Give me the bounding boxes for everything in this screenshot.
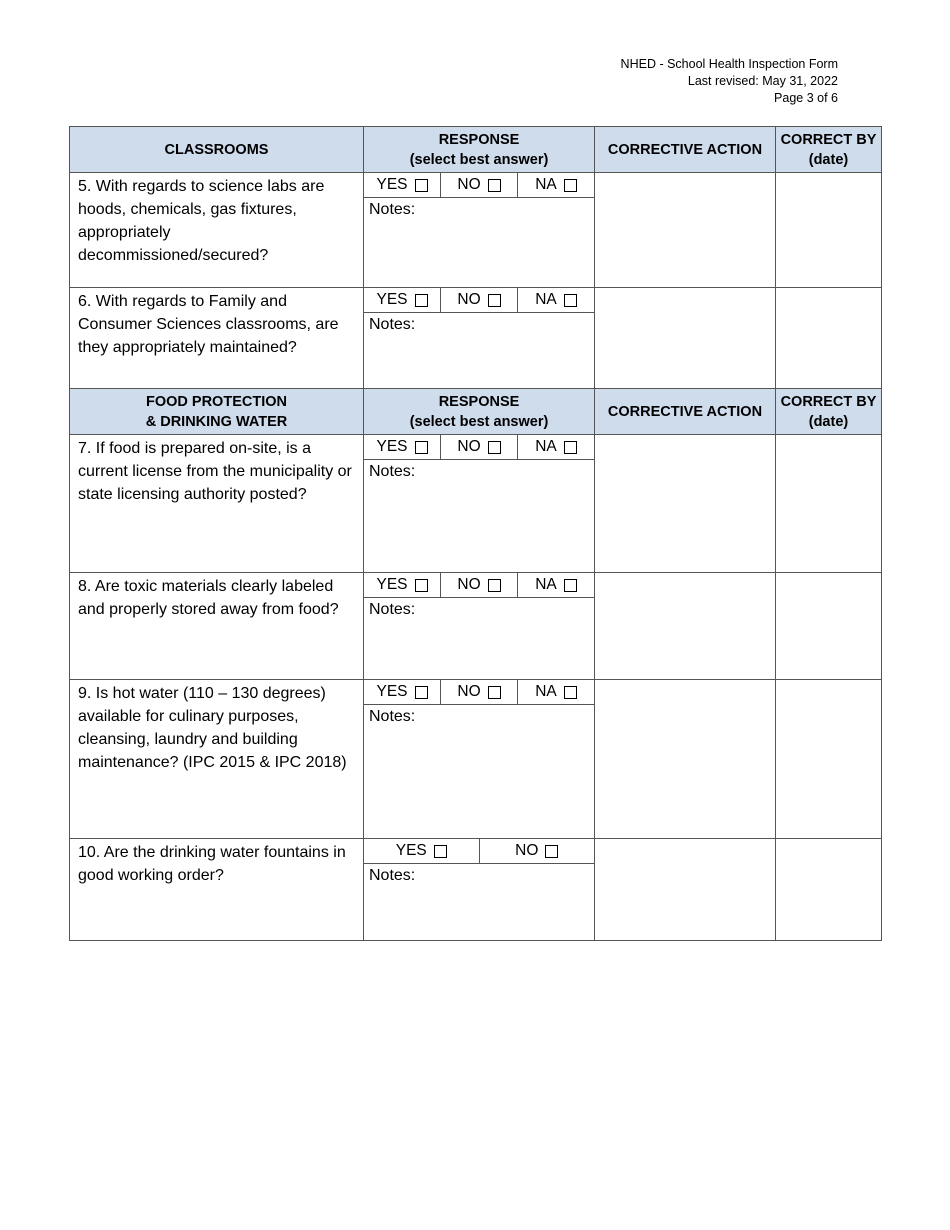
checkbox-icon [488,441,501,454]
response-cell [364,839,595,941]
correct-by-header: CORRECT BY (date) [776,127,882,173]
checkbox-icon [564,179,577,192]
form-header [621,56,838,107]
form-title: NHED - School Health Inspection Form [620,57,838,71]
checkbox-icon [488,686,501,699]
section-header-food-protection [70,389,882,435]
section-title: FOOD PROTECTION & DRINKING WATER [70,389,364,435]
no-option[interactable]: NO [480,839,595,863]
yes-option[interactable]: YES [364,288,441,312]
corrective-action-header: CORRECTIVE ACTION [595,389,776,435]
notes-field[interactable]: Notes: [369,463,416,480]
na-option[interactable]: NA [518,680,594,704]
checkbox-icon [415,686,428,699]
question-row [70,573,882,680]
yes-option[interactable]: YES [364,173,441,197]
notes-field[interactable]: Notes: [369,601,416,618]
na-option[interactable]: NA [518,435,594,459]
corrective-action-field[interactable] [595,288,776,389]
checkbox-icon [415,179,428,192]
checkbox-icon [564,294,577,307]
yes-option[interactable]: YES [364,680,441,704]
correct-by-field[interactable] [776,173,882,288]
checkbox-icon [415,579,428,592]
question-row [70,435,882,573]
corrective-action-field[interactable] [595,173,776,288]
response-cell [364,680,595,839]
checkbox-icon [564,441,577,454]
question-row [70,288,882,389]
question-text: 8. Are toxic materials clearly labeled and properly stored away from food? [70,573,364,680]
correct-by-field[interactable] [776,680,882,839]
checkbox-icon [415,441,428,454]
no-option[interactable]: NO [441,173,518,197]
page-number: Page 3 of 6 [774,91,838,105]
checkbox-icon [564,686,577,699]
question-row [70,173,882,288]
na-option[interactable]: NA [518,573,594,597]
question-row [70,839,882,941]
checkbox-icon [488,179,501,192]
correct-by-header: CORRECT BY (date) [776,389,882,435]
response-cell [364,435,595,573]
correct-by-field[interactable] [776,573,882,680]
notes-field[interactable]: Notes: [369,316,416,333]
notes-field[interactable]: Notes: [369,201,416,218]
revision-date: Last revised: May 31, 2022 [687,74,838,88]
corrective-action-field[interactable] [595,573,776,680]
no-option[interactable]: NO [441,680,518,704]
question-text: 5. With regards to science labs are hoods, chemicals, gas fixtures, appropriately decommissioned/secured? [70,173,364,288]
no-option[interactable]: NO [441,435,518,459]
checkbox-icon [564,579,577,592]
section-header-classrooms [70,127,882,173]
corrective-action-header: CORRECTIVE ACTION [595,127,776,173]
question-text: 6. With regards to Family and Consumer Sciences classrooms, are they appropriately maintained? [70,288,364,389]
correct-by-field[interactable] [776,288,882,389]
notes-field[interactable]: Notes: [369,867,416,884]
checkbox-icon [488,579,501,592]
corrective-action-field[interactable] [595,839,776,941]
response-cell [364,173,595,288]
checkbox-icon [545,845,558,858]
response-header: RESPONSE (select best answer) [364,389,595,435]
response-cell [364,288,595,389]
notes-field[interactable]: Notes: [369,708,416,725]
na-option[interactable]: NA [518,173,594,197]
checkbox-icon [434,845,447,858]
no-option[interactable]: NO [441,573,518,597]
response-cell [364,573,595,680]
yes-option[interactable]: YES [364,435,441,459]
question-text: 10. Are the drinking water fountains in good working order? [70,839,364,941]
response-header: RESPONSE (select best answer) [364,127,595,173]
question-text: 9. Is hot water (110 – 130 degrees) available for culinary purposes, cleansing, laundry and building maintenance? (IPC 2015 & IPC 2018) [70,680,364,839]
question-row [70,680,882,839]
question-text: 7. If food is prepared on-site, is a current license from the municipality or state licensing authority posted? [70,435,364,573]
no-option[interactable]: NO [441,288,518,312]
yes-option[interactable]: YES [364,839,480,863]
corrective-action-field[interactable] [595,435,776,573]
corrective-action-field[interactable] [595,680,776,839]
yes-option[interactable]: YES [364,573,441,597]
checkbox-icon [488,294,501,307]
na-option[interactable]: NA [518,288,594,312]
correct-by-field[interactable] [776,435,882,573]
correct-by-field[interactable] [776,839,882,941]
inspection-table [69,126,882,941]
checkbox-icon [415,294,428,307]
section-title: CLASSROOMS [70,127,364,173]
